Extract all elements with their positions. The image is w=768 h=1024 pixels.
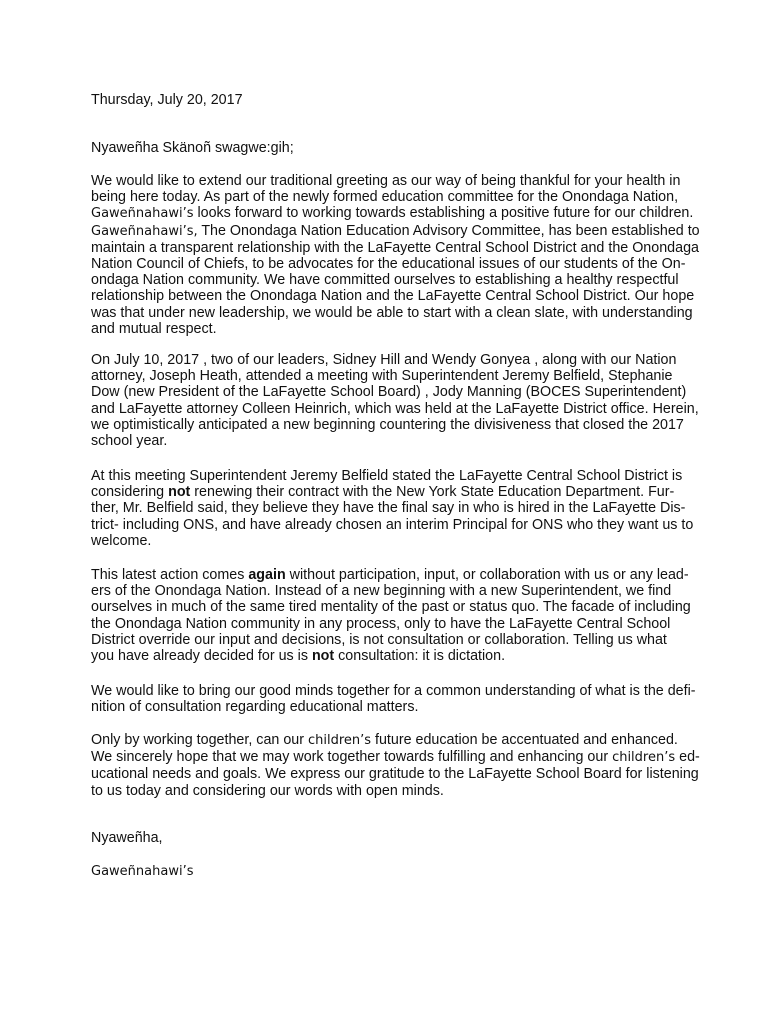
paragraph-line: was that under new leadership, we would be able to start with a clean slate, with understanding [91, 304, 693, 321]
paragraph-line: ther, Mr. Belfield said, they believe they have the final say in who is hired in the LaFayette Dis- [91, 500, 686, 517]
letter-closing [91, 830, 683, 846]
salutation-text: Nyaweñha Skänoñ swagwe:gih; [91, 140, 294, 156]
paragraph-line: ers of the Onondaga Nation. Instead of a new beginning with a new Superintendent, we find [91, 583, 672, 600]
paragraph-line: We would like to extend our traditional greeting as our way of being thankful for your health in [91, 173, 681, 189]
closing-text: Nyaweñha, [91, 830, 163, 846]
date-text: Thursday, July 20, 2017 [91, 92, 243, 108]
paragraph-line: Gaweñnahawi’s, The Onondaga Nation Education Advisory Committee, has been established to [91, 222, 700, 239]
paragraph-line: attorney, Joseph Heath, attended a meeting with Superintendent Jeremy Belfield, Stephanie [91, 368, 673, 385]
emphasis-not: not [311, 648, 335, 665]
paragraph-line: Only by working together, can our children’s future education be accentuated and enhanced. [91, 732, 678, 748]
paragraph-line: This latest action comes again without participation, input, or collaboration with us or any lead- [91, 567, 689, 583]
committee-name: Gaweñnahawi’s, [91, 223, 198, 239]
letter-salutation [91, 140, 683, 156]
paragraph-line: welcome. [91, 532, 152, 549]
paragraph-5 [91, 683, 696, 716]
paragraph-line: Gaweñnahawi’s looks forward to working towards establishing a positive future for our children. [91, 205, 694, 222]
paragraph-line: At this meeting Superintendent Jeremy Belfield stated the LaFayette Central School District is [91, 468, 683, 484]
paragraph-line: trict- including ONS, and have already chosen an interim Principal for ONS who they want us to [91, 516, 694, 533]
paragraph-2 [91, 352, 699, 450]
paragraph-line: the Onondaga Nation community in any process, only to have the LaFayette Central School [91, 615, 671, 632]
paragraph-line: we optimistically anticipated a new beginning countering the divisiveness that closed the 2017 [91, 416, 684, 433]
paragraph-line: and LaFayette attorney Colleen Heinrich, which was held at the LaFayette District office. Herein, [91, 400, 699, 417]
letter-signature [91, 864, 683, 880]
paragraph-line: you have already decided for us is not consultation: it is dictation. [91, 648, 506, 665]
paragraph-line: maintain a transparent relationship with the LaFayette Central School District and the Onondaga [91, 239, 699, 256]
paragraph-line: school year. [91, 433, 168, 450]
paragraph-line: relationship between the Onondaga Nation and the LaFayette Central School District. Our hope [91, 288, 695, 305]
paragraph-line: We sincerely hope that we may work together towards fulfilling and enhancing our children’s ed- [91, 749, 700, 766]
paragraph-line: We would like to bring our good minds together for a common understanding of what is the defi- [91, 683, 696, 699]
paragraph-line: considering not renewing their contract with the New York State Education Department. Fur- [91, 484, 675, 501]
paragraph-1 [91, 173, 700, 337]
paragraph-line: nition of consultation regarding educational matters. [91, 699, 419, 716]
paragraph-4 [91, 567, 691, 665]
paragraph-line: District override our input and decisions, is not consultation or collaboration. Telling us what [91, 631, 667, 648]
paragraph-line: On July 10, 2017 , two of our leaders, Sidney Hill and Wendy Gonyea , along with our Nation [91, 352, 677, 368]
paragraph-line: ondaga Nation community. We have committed ourselves to establishing a healthy respectful [91, 272, 679, 289]
emphasis-not: not [168, 484, 191, 501]
emphasis-again: again [248, 567, 286, 583]
letter-date [91, 92, 683, 108]
paragraph-line: Nation Council of Chiefs, to be advocates for the educational issues of our students of the On- [91, 256, 686, 273]
paragraph-6 [91, 732, 700, 799]
paragraph-line: and mutual respect. [91, 320, 217, 337]
paragraph-3 [91, 468, 694, 549]
paragraph-line: ucational needs and goals. We express our gratitude to the LaFayette School Board for listening [91, 766, 699, 783]
paragraph-line: ourselves in much of the same tired mentality of the past or status quo. The facade of including [91, 599, 691, 616]
signature-text: Gaweñnahawi’s [91, 864, 194, 879]
paragraph-line: to us today and considering our words with open minds. [91, 782, 444, 799]
paragraph-line: Dow (new President of the LaFayette School Board) , Jody Manning (BOCES Superintendent) [91, 384, 687, 401]
committee-name: Gaweñnahawi’s [91, 206, 194, 222]
paragraph-line: being here today. As part of the newly formed education committee for the Onondaga Nation, [91, 189, 679, 206]
